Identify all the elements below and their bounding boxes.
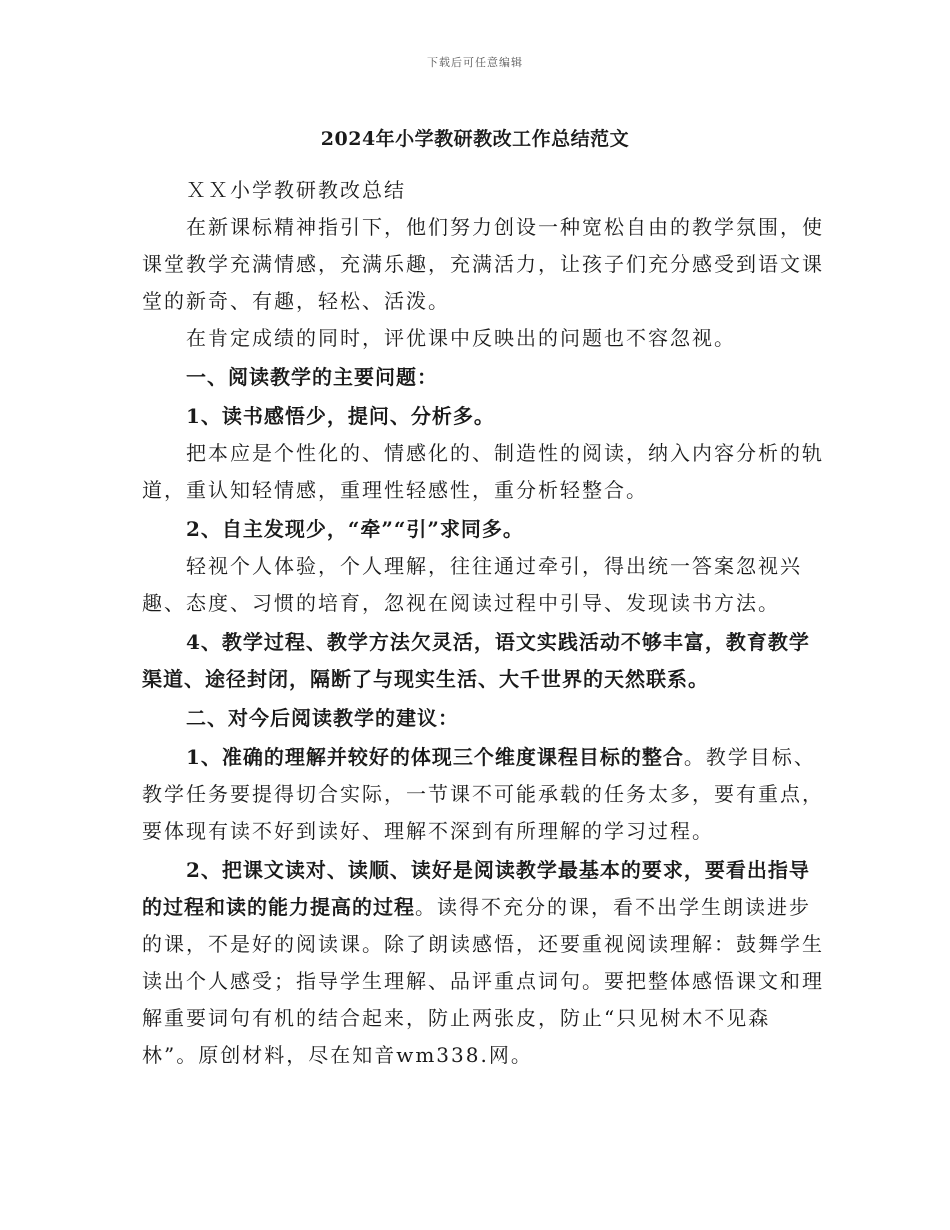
suggestion-2-body: 。读得不充分的课，看不出学生朗读进步的课，不是好的阅读课。除了朗读感悟，还要重视阅读理解：鼓舞学生读出个人感受；指导学生理解、品评重点词句。要把整体感悟课文和理解重要词句有机的结合起来，防止两张皮，防止“只见树木不见森林”。原创材料，尽在知音wm338.网。 <box>142 895 824 1067</box>
suggestion-2 <box>142 852 826 1074</box>
problem-paragraph-1: 把本应是个性化的、情感化的、制造性的阅读，纳入内容分析的轨道，重认知轻情感，重理性轻感性，重分析轻整合。 <box>142 441 824 502</box>
section-heading-suggestions-text: 二、对今后阅读教学的建议： <box>186 706 459 730</box>
problem-heading-2 <box>142 511 826 548</box>
suggestion-2-lead: 2、把课文读对、读顺、读好是阅读教学最基本的要求，要看出指导的过程和读的能力提高的过程 <box>142 858 810 919</box>
page-header-note: 下载后可任意编辑 <box>427 56 523 69</box>
paragraph-issues-lead: 在肯定成绩的同时，评优课中反映出的问题也不容忽视。 <box>186 326 736 350</box>
paragraph-intro: 在新课标精神指引下，他们努力创设一种宽松自由的教学氛围，使课堂教学充满情感，充满乐趣，充满活力，让孩子们充分感受到语文课堂的新奇、有趣，轻松、活泼。 <box>142 215 824 313</box>
problem-heading-1-text: 1、读书感悟少，提问、分析多。 <box>186 404 495 428</box>
suggestion-1 <box>142 739 826 850</box>
section-heading-problems <box>142 359 826 396</box>
suggestion-1-lead: 1、准确的理解并较好的体现三个维度课程目标的整合 <box>186 745 684 769</box>
suggestion-1-body: 。教学目标、教学任务要提得切合实际，一节课不可能承载的任务太多，要有重点，要体现有读不好到读好、理解不深到有所理解的学习过程。 <box>142 745 824 843</box>
problem-heading-4-text: 4、教学过程、教学方法欠灵活，语文实践活动不够丰富，教育教学渠道、途径封闭，隔断了与现实生活、大千世界的天然联系。 <box>142 630 810 691</box>
document-title: 2024年小学教研教改工作总结范文 <box>320 128 630 150</box>
subtitle: ＸＸ小学教研教改总结 <box>186 178 406 202</box>
section-heading-suggestions <box>142 700 826 737</box>
problem-paragraph-2: 轻视个人体验，个人理解，往往通过牵引，得出统一答案忽视兴趣、态度、习惯的培育，忽视在阅读过程中引导、发现读书方法。 <box>142 554 802 615</box>
problem-heading-4 <box>142 624 826 698</box>
problem-heading-1 <box>142 398 826 435</box>
section-heading-problems-text: 一、阅读教学的主要问题： <box>186 365 438 389</box>
document-body <box>142 172 826 1074</box>
problem-heading-2-text: 2、自主发现少，“牵”“引”求同多。 <box>186 517 524 541</box>
